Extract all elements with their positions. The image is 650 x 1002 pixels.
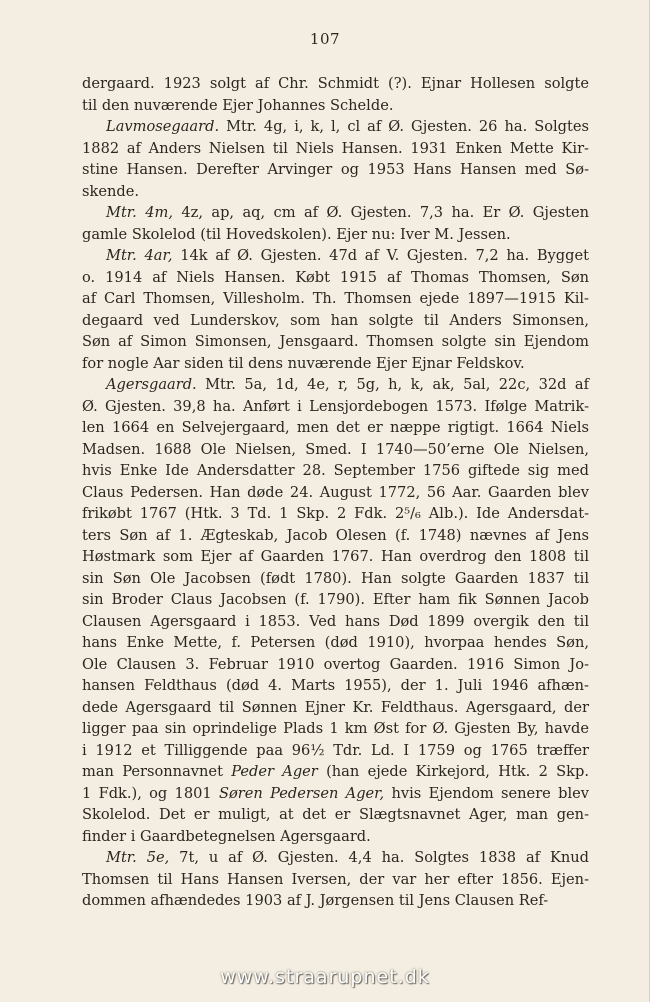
text-line: [82, 761, 589, 783]
paragraph: [82, 202, 589, 245]
text-line: [82, 826, 589, 848]
text-line: [82, 288, 589, 310]
italic-text: Mtr. 5e,: [106, 849, 170, 866]
text-run: for nogle Aar siden til dens nuværende Ejer Ejnar Feldskov.: [82, 354, 525, 372]
text-run: finder i Gaardbetegnelsen Agersgaard.: [82, 827, 371, 845]
italic-text: Lavmosegaard.: [106, 118, 220, 135]
text-line: [82, 546, 589, 568]
text-run: ters Søn af 1. Ægteskab, Jacob Olesen (f. 1748) nævnes af Jens: [82, 526, 589, 544]
page-number: 107: [309, 30, 341, 48]
text-line: [82, 353, 589, 375]
text-line: [82, 783, 589, 805]
text-run: Ø. Gjesten. 39,8 ha. Anført i Lensjordebogen 1573. Ifølge Matrik-: [82, 397, 589, 415]
text-line: [82, 589, 589, 611]
text-run: 4z, ap, aq, cm af Ø. Gjesten. 7,3 ha. Er Ø. Gjesten: [172, 204, 589, 221]
text-line: [82, 310, 589, 332]
watermark: www.straarupnet.dk: [220, 966, 430, 988]
text-line: [82, 159, 589, 181]
text-line: [82, 525, 589, 547]
text-run: Søn af Simon Simonsen, Jensgaard. Thomsen solgte sin Ejendom: [82, 333, 589, 350]
text-line: [82, 611, 589, 633]
text-run: Ole Clausen 3. Februar 1910 overtog Gaarden. 1916 Simon Jo-: [82, 655, 589, 673]
italic-text: Mtr. 4m,: [106, 204, 173, 221]
text-run: degaard ved Lunderskov, som han solgte til Anders Simonsen,: [82, 311, 589, 329]
text-run: man Personnavnet: [82, 763, 232, 780]
text-line: [82, 374, 589, 396]
paragraph: [82, 374, 589, 847]
italic-text: Søren Pedersen Ager,: [219, 784, 385, 802]
text-line: [82, 654, 589, 676]
text-run: hvis Enke Ide Andersdatter 28. September 1756 giftede sig med: [82, 462, 589, 479]
text-line: [82, 890, 589, 912]
text-line: [82, 718, 589, 740]
text-run: Skolelod. Det er muligt, at det er Slægtsnavnet Ager, man gen-: [82, 806, 589, 823]
text-run: Mtr. 5a, 1d, 4e, r, 5g, h, k, ak, 5al, 22c, 32d af: [196, 376, 589, 393]
text-run: gamle Skolelod (til Hovedskolen). Ejer nu: Iver M. Jessen.: [82, 225, 511, 243]
text-run: stine Hansen. Derefter Arvinger og 1953 Hans Hansen med Sø-: [82, 161, 589, 178]
paragraph: [82, 245, 589, 374]
text-line: [82, 804, 589, 826]
text-run: frikøbt 1767 (Htk. 3 Td. 1 Skp. 2 Fdk. 2⁵/₆ Alb.). Ide Andersdat-: [82, 505, 589, 522]
italic-text: Agersgaard.: [106, 376, 197, 393]
text-run: sin Søn Ole Jacobsen (født 1780). Han solgte Gaarden 1837 til: [82, 569, 589, 587]
text-line: [82, 482, 589, 504]
text-run: Thomsen til Hans Hansen Iversen, der var her efter 1856. Ejen-: [82, 870, 589, 888]
text-run: Mtr. 4g, i, k, l, cl af Ø. Gjesten. 26 ha. Solgtes: [219, 118, 589, 135]
text-line: [82, 869, 589, 891]
text-run: dede Agersgaard til Sønnen Ejner Kr. Feldthaus. Agersgaard, der: [82, 698, 589, 716]
text-run: dommen afhændedes 1903 af J. Jørgensen til Jens Clausen Ref-: [82, 892, 549, 909]
text-line: [82, 740, 589, 762]
text-line: [82, 245, 589, 267]
text-line: [82, 460, 589, 482]
text-run: o. 1914 af Niels Hansen. Købt 1915 af Thomas Thomsen, Søn: [82, 268, 589, 286]
text-run: til den nuværende Ejer Johannes Schelde.: [82, 96, 394, 114]
text-run: Madsen. 1688 Ole Nielsen, Smed. I 1740—50’erne Ole Nielsen,: [82, 440, 589, 458]
text-run: hvis Ejendom senere blev: [384, 784, 589, 802]
text-run: i 1912 et Tilliggende paa 96½ Tdr. Ld. I 1759 og 1765 træffer: [82, 741, 589, 759]
text-line: [82, 568, 589, 590]
text-line: [82, 138, 589, 160]
text-line: [82, 847, 589, 869]
text-line: [82, 331, 589, 353]
text-line: [82, 116, 589, 138]
text-line: [82, 73, 589, 95]
italic-text: Peder Ager: [231, 763, 318, 780]
text-run: skende.: [82, 182, 139, 200]
text-line: [82, 95, 589, 117]
text-line: [82, 267, 589, 289]
text-run: 1882 af Anders Nielsen til Niels Hansen. 1931 Enken Mette Kir-: [82, 139, 589, 157]
text-line: [82, 224, 589, 246]
italic-text: Mtr. 4ar,: [106, 247, 173, 264]
text-line: [82, 675, 589, 697]
text-line: [82, 697, 589, 719]
text-run: 7t, u af Ø. Gjesten. 4,4 ha. Solgtes 1838 af Knud: [169, 849, 589, 866]
text-run: (han ejede Kirkejord, Htk. 2 Skp.: [317, 763, 589, 780]
paragraph: [82, 116, 589, 202]
text-run: Clausen Agersgaard i 1853. Ved hans Død 1899 overgik den til: [82, 612, 589, 630]
text-line: [82, 632, 589, 654]
text-run: sin Broder Claus Jacobsen (f. 1790). Efter ham fik Sønnen Jacob: [82, 591, 589, 608]
text-run: dergaard. 1923 solgt af Chr. Schmidt (?). Ejnar Hollesen solgte: [82, 75, 589, 92]
text-line: [82, 417, 589, 439]
text-run: Høstmark som Ejer af Gaarden 1767. Han overdrog den 1808 til: [82, 548, 589, 565]
text-run: af Carl Thomsen, Villesholm. Th. Thomsen ejede 1897—1915 Kil-: [82, 290, 589, 307]
text-run: hans Enke Mette, f. Petersen (død 1910), hvorpaa hendes Søn,: [82, 634, 589, 651]
text-run: ligger paa sin oprindelige Plads 1 km Øst for Ø. Gjesten By, havde: [82, 720, 589, 737]
text-line: [82, 202, 589, 224]
body-text: [82, 73, 589, 912]
paragraph: [82, 73, 589, 116]
text-run: 14k af Ø. Gjesten. 47d af V. Gjesten. 7,2 ha. Bygget: [172, 247, 589, 264]
text-line: [82, 396, 589, 418]
text-run: Claus Pedersen. Han døde 24. August 1772, 56 Aar. Gaarden blev: [82, 483, 589, 501]
text-line: [82, 181, 589, 203]
text-run: len 1664 en Selvejergaard, men det er næppe rigtigt. 1664 Niels: [82, 419, 589, 436]
text-line: [82, 503, 589, 525]
text-run: 1 Fdk.), og 1801: [82, 784, 219, 802]
text-run: hansen Feldthaus (død 4. Marts 1955), der 1. Juli 1946 afhæn-: [82, 677, 589, 694]
paragraph: [82, 847, 589, 912]
text-line: [82, 439, 589, 461]
